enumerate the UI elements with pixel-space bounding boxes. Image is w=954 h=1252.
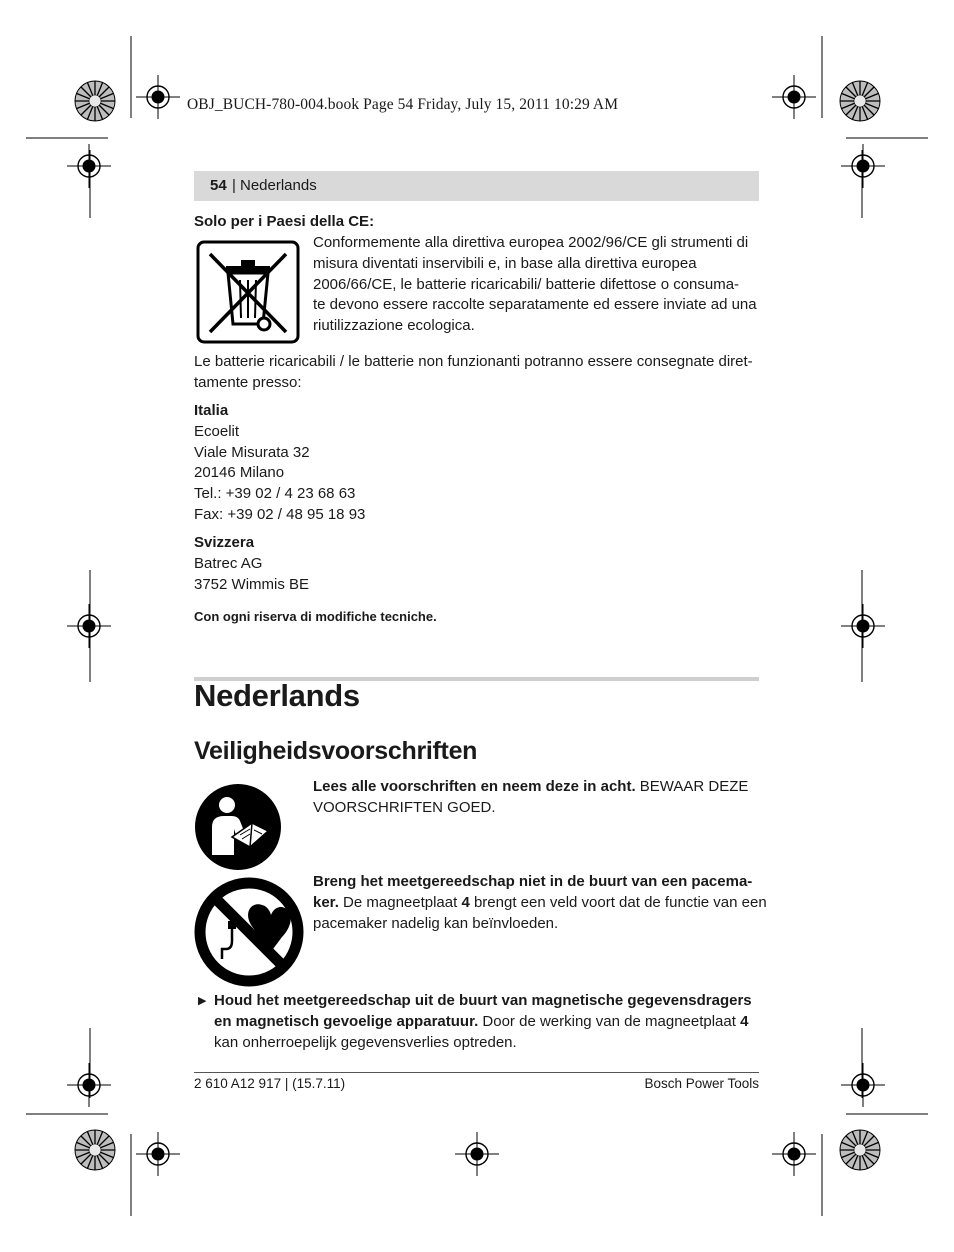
read-instructions: Lees alle voorschriften en neem deze in acht. BEWAAR DEZE VOORSCHRIFTEN GOED. <box>313 778 749 816</box>
footer-doc-number: 2 610 A12 917 | (15.7.11) <box>194 1076 346 1091</box>
book-header: OBJ_BUCH-780-004.book Page 54 Friday, July 15, 2011 10:29 AM <box>187 96 619 113</box>
return-paragraph: Le batterie ricaricabili / le batterie non funzionanti potranno essere consegnate diret- tamente presso: <box>194 353 753 391</box>
address-italia: Italia Ecoelit Viale Misurata 32 20146 Milano Tel.: +39 02 / 4 23 68 63 Fax: +39 02 / 48 95 18 93 <box>194 402 366 523</box>
section-title: Nederlands <box>194 678 360 713</box>
footer-publisher: Bosch Power Tools <box>644 1076 759 1091</box>
section-subtitle: Veiligheidsvoorschriften <box>194 737 478 765</box>
reserve-note: Con ogni riserva di modifiche tecniche. <box>194 609 437 624</box>
page-number: 54 <box>210 177 227 194</box>
footer-rule <box>194 1072 759 1073</box>
eu-heading: Solo per i Paesi della CE: <box>194 213 375 230</box>
pacemaker-warning: Breng het meetgereedschap niet in de buurt van een pacema- ker. De magneetplaat 4 brengt een veld voort dat de functie van een pacemaker nadelig kan beïnvloeden. <box>313 873 767 932</box>
weee-crossed-bin-icon <box>196 240 300 344</box>
weee-paragraph: Conformemente alla direttiva europea 2002/96/CE gli strumenti di misura diventati inservibili e, in base alla direttiva europea 2006/66/CE, le batterie ricaricabili/ batterie difettose o consuma- te devono essere raccolte separatamente ed essere inviate ad una riutilizzazione ecologica. <box>313 234 757 335</box>
read-manual-icon <box>194 783 282 871</box>
country-label: Italia <box>194 402 229 419</box>
country-label: Svizzera <box>194 534 255 551</box>
magnetic-warning: Houd het meetgereedschap uit de buurt van magnetische gegevensdragers en magnetisch gevoelige apparatuur. Door de werking van de magneetplaat 4 kan onherroepelijk gegevensverlies optreden. <box>214 992 752 1051</box>
no-pacemaker-icon <box>194 877 304 987</box>
running-head-language: Nederlands <box>240 177 317 194</box>
running-head <box>194 171 759 201</box>
bullet-triangle-icon: ▶ <box>198 995 207 1007</box>
running-head-separator: | <box>232 177 236 194</box>
address-svizzera: Svizzera Batrec AG 3752 Wimmis BE <box>194 534 310 593</box>
